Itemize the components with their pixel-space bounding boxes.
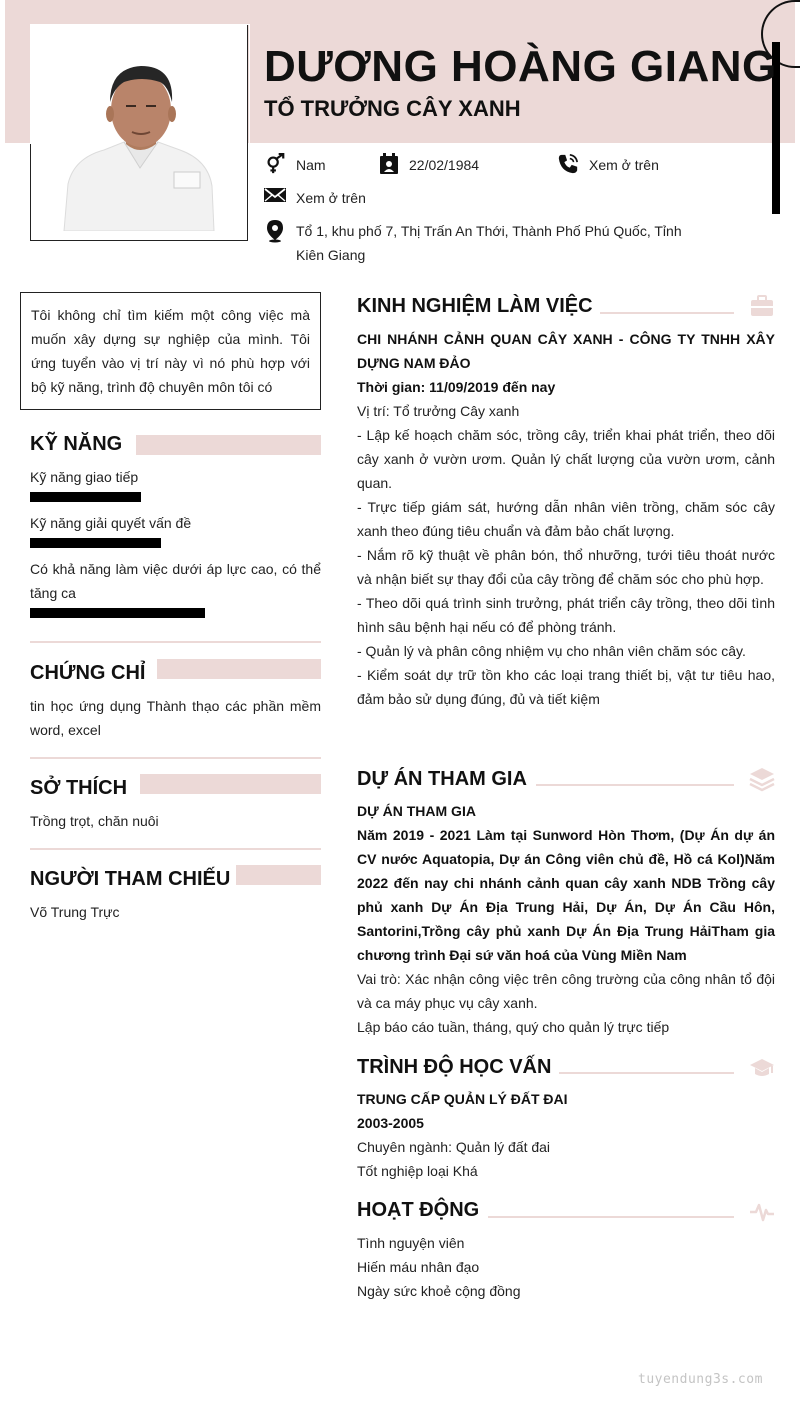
education-heading: TRÌNH ĐỘ HỌC VẤN xyxy=(357,1056,552,1078)
skill-label: Kỹ năng giao tiếp xyxy=(30,469,139,485)
company-name: CHI NHÁNH CẢNH QUAN CÂY XANH - CÔNG TY TNHH XÂY DỰNG NAM ĐẢO xyxy=(357,331,775,371)
job-title: TỔ TRƯỞNG CÂY XANH xyxy=(264,96,521,121)
school-name: TRUNG CẤP QUẢN LÝ ĐẤT ĐAI xyxy=(357,1091,568,1107)
location-pin-icon xyxy=(264,219,286,243)
education-section xyxy=(357,1087,775,1183)
activities-heading-line xyxy=(488,1216,734,1218)
activity-item: Ngày sức khoẻ cộng đồng xyxy=(357,1283,521,1299)
references-heading: NGƯỜI THAM CHIẾU xyxy=(30,868,231,890)
envelope-icon xyxy=(264,186,286,204)
experience-heading-line xyxy=(600,312,734,314)
skill-label: Có khả năng làm việc dưới áp lực cao, có thể tăng ca xyxy=(30,561,321,601)
address-info xyxy=(264,219,684,267)
references-heading-bar xyxy=(236,865,321,885)
phone-value[interactable]: Xem ở trên xyxy=(589,157,659,173)
layers-icon xyxy=(749,766,775,792)
certificates-heading-bar xyxy=(157,659,321,679)
activities-heading: HOẠT ĐỘNG xyxy=(357,1199,480,1221)
email-value[interactable]: Xem ở trên xyxy=(296,190,366,206)
divider xyxy=(30,848,321,850)
education-heading-line xyxy=(559,1072,734,1074)
duty-item: - Theo dõi quá trình sinh trưởng, phát triển cây trồng, theo dõi tình hình sâu bệnh hại nếu có để phòng tránh. xyxy=(357,595,775,635)
graduation-cap-icon xyxy=(749,1054,775,1080)
duty-item: - Quản lý và phân công nhiệm vụ cho nhân viên chăm sóc cây. xyxy=(357,643,746,659)
hobbies-heading: SỞ THÍCH xyxy=(30,777,128,799)
projects-section xyxy=(357,799,775,1039)
education-grade: Tốt nghiệp loại Khá xyxy=(357,1163,478,1179)
education-major: Chuyên ngành: Quản lý đất đai xyxy=(357,1139,551,1155)
project-role: Vai trò: Xác nhận công việc trên công trường của công nhân tổ đội và ca máy phục vụ cây xanh. xyxy=(357,971,775,1011)
gender-icon xyxy=(264,153,286,175)
skills-heading: KỸ NĂNG xyxy=(30,433,123,455)
duty-item: - Nắm rõ kỹ thuật về phân bón, thổ nhưỡng, tưới tiêu thoát nước và nhận biết sự thay đổi của cây trồng để chăm sóc cho phù hợp. xyxy=(357,547,775,587)
birthdate-info xyxy=(379,153,479,177)
divider xyxy=(30,757,321,759)
hobbies-heading-bar xyxy=(140,774,321,794)
watermark: tuyendung3s.com xyxy=(638,1372,763,1387)
employment-period: Thời gian: 11/09/2019 đến nay xyxy=(357,379,556,395)
project-report: Lập báo cáo tuần, tháng, quý cho quản lý trực tiếp xyxy=(357,1019,670,1035)
project-subheading: DỰ ÁN THAM GIA xyxy=(357,803,476,819)
activities-section xyxy=(357,1231,775,1303)
certificates-heading: CHỨNG CHỈ xyxy=(30,662,146,684)
phone-info[interactable] xyxy=(557,153,659,177)
project-detail: Năm 2019 - 2021 Làm tại Sunword Hòn Thơm, (Dự Án dự án CV nước Aquatopia, Dự án Công viên chủ đề, Hồ cá Kol)Năm 2022 đến nay chi nhánh cảnh quan cây xanh NDB Trồng cây phủ xanh Dự Án Địa Trung Hải, Dự Án, Dự Án Cầu Hôn, Santorini,Trồng cây phủ xanh Dự Án Địa Trung HảiTham gia chương trình Đại sứ văn hoá của Vùng Miền Nam xyxy=(357,827,775,963)
profile-photo-frame xyxy=(30,24,248,241)
duty-item: - Kiểm soát dự trữ tồn kho các loại trang thiết bị, vật tư tiêu hao, đảm bảo sử dụng đúng, đủ và tiết kiệm xyxy=(357,667,775,707)
skill-level-bar xyxy=(30,492,141,502)
skill-label: Kỹ năng giải quyết vấn đề xyxy=(30,515,192,531)
gender-value: Nam xyxy=(296,157,326,173)
gender-info xyxy=(264,153,326,177)
education-years: 2003-2005 xyxy=(357,1115,424,1131)
activity-item: Tình nguyện viên xyxy=(357,1235,465,1251)
address-value: Tổ 1, khu phố 7, Thị Trấn An Thới, Thành Phố Phú Quốc, Tỉnh Kiên Giang xyxy=(296,223,682,263)
avatar xyxy=(42,36,237,231)
candidate-name: DƯƠNG HOÀNG GIANG xyxy=(264,42,777,91)
career-objective: Tôi không chỉ tìm kiếm một công việc mà muốn xây dựng sự nghiệp của mình. Tôi ứng tuyển vào vị trí này vì nó phù hợp với bộ kỹ năng, trình độ chuyên môn tôi có xyxy=(20,292,321,410)
duty-item: - Trực tiếp giám sát, hướng dẫn nhân viên trồng, chăm sóc cây xanh theo đúng tiêu chuẩn và đảm bảo chất lượng. xyxy=(357,499,775,539)
references-text: Võ Trung Trực xyxy=(30,904,120,920)
projects-heading: DỰ ÁN THAM GIA xyxy=(357,768,527,790)
email-info[interactable] xyxy=(264,186,366,210)
hobbies-text: Trồng trọt, chăn nuôi xyxy=(30,813,159,829)
activity-item: Hiến máu nhân đạo xyxy=(357,1259,480,1275)
phone-icon xyxy=(557,153,579,175)
skills-heading-bar xyxy=(136,435,321,455)
calendar-icon xyxy=(379,153,399,175)
activity-pulse-icon xyxy=(749,1199,775,1225)
projects-heading-line xyxy=(536,784,734,786)
birthdate-value: 22/02/1984 xyxy=(409,157,480,173)
duty-item: - Lập kế hoạch chăm sóc, trồng cây, triển khai phát triển, theo dõi cây xanh ở vườn ươm. Quản lý chất lượng của vườn ươm, cảnh quan. xyxy=(357,427,775,491)
person-photo-icon xyxy=(42,36,237,231)
experience-heading: KINH NGHIỆM LÀM VIỆC xyxy=(357,295,593,317)
skill-level-bar xyxy=(30,608,205,618)
position: Vị trí: Tổ trưởng Cây xanh xyxy=(357,403,520,419)
certificates-text: tin học ứng dụng Thành thạo các phần mềm word, excel xyxy=(30,698,321,738)
experience-section xyxy=(357,327,775,711)
divider xyxy=(30,641,321,643)
briefcase-icon xyxy=(749,293,775,319)
skill-level-bar xyxy=(30,538,161,548)
